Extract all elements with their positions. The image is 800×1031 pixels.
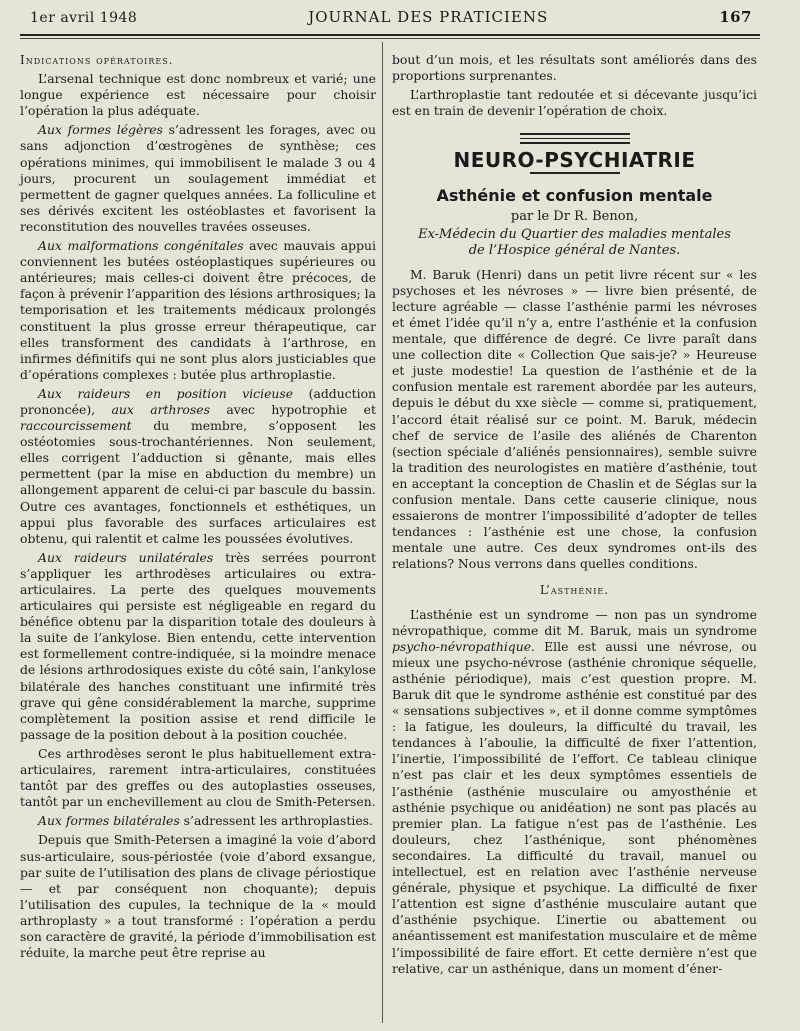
column-divider [382, 42, 383, 1023]
header-rule-thin [20, 38, 760, 39]
paragraph-body: très serrées pourront s’appliquer les arthrodèses articulaires ou extra-articulaires. La perte des quelques mouvements articulaires qui persiste est négligeable en regard du bénéfice obtenu par la disparition totale des douleurs à la suite de l’ankylose. Bien entendu, cette intervention est formellement contre-indiquée, si la moindre menace de lésions arthrodosiques existe du côté sain, l’ankylose bilatérale des hanches constituant une infirmité très grave qui gêne considérablement la marche, supprime complètement la position assise et rend difficile le passage de la position debout à la position couchée. [20, 549, 376, 742]
paragraph: L’arthroplastie tant redoutée et si décevante jusqu’ici est en train de devenir l’opération de choix. [392, 87, 757, 119]
header-date: 1er avril 1948 [30, 10, 138, 26]
paragraph-lead: raccourcissement [20, 418, 132, 434]
paragraph [20, 238, 376, 383]
paragraph-emphasis: psycho-névropathique [392, 638, 532, 654]
rubric-rule [530, 172, 620, 174]
paragraph [20, 550, 376, 743]
paragraph-lead: Aux formes bilatérales [38, 813, 180, 829]
page-number: 167 [719, 8, 752, 26]
journal-title: JOURNAL DES PRATICIENS [308, 8, 549, 26]
subsection-title: L’asthénie. [539, 583, 610, 598]
author-affiliation [392, 227, 757, 259]
paragraph-lead: aux arthroses [111, 401, 210, 417]
paragraph-body: s’adressent les forages, avec ou sans adjonction d’œstrogènes de synthèse; ces opérations minimes, qui immobilisent le malade 3 ou 4 jours, procurent un soulagement immédiat et permettent de gagner quelques années. La folliculine et ses dérivés excitent les ostéoblastes et favorisent la reconstitution des nouvelles travées osseuses. [20, 122, 376, 234]
paragraph-body: L’asthénie est un syndrome — non pas un syndrome névropathique, comme dit M. Baruk, mais un syndrome [392, 606, 757, 638]
paragraph-lead: Aux raideurs unilatérales [38, 549, 214, 565]
section-ornament [520, 133, 630, 144]
paragraph-body: . Elle est aussi une névrose, ou mieux une psycho-névrose (asthénie chronique séquelle, asthénie périodique), mais c’est question propre. M. Baruk dit que le syndrome asthénie est constitué par des « sensations subjectives », et il donne comme symptômes : la fatigue, les douleurs, la difficulté du travail, les tendances à l’aboulie, la difficulté de fixer l’attention, l’inertie, l’impossibilité de l’effort. Ce tableau clinique n’est pas clair et les deux symptômes essentiels de l’asthénie (asthénie musculaire ou amyosthénie et asthénie psychique ou anidéation) ne sont pas placés au premier plan. La fatigue n’est pas de l’asthénie. Les douleurs, chez l’asthénique, sont phénomènes secondaires. La difficulté du travail, manuel ou intellectuel, est en relation avec l’asthénie nerveuse générale, physique et psychique. La difficulté de fixer l’attention est signe d’asthénie musculaire autant que d’asthénie psychique. L’inertie ou abattement ou anéantissement est manifestation musculaire et de même l’impossibilité de faire effort. Et cette dernière n’est que relative, car un asthénique, dans un moment d’éner- [392, 638, 757, 976]
paragraph [20, 813, 376, 829]
paragraph [20, 386, 376, 547]
paragraph-lead: Aux formes légères [38, 122, 163, 138]
paragraph-lead: Aux raideurs en position vicieuse [38, 385, 294, 401]
paragraph: bout d’un mois, et les résultats sont améliorés dans des proportions surprenantes. [392, 52, 757, 84]
affiliation-line: de l’Hospice général de Nantes. [468, 242, 681, 258]
rubric-heading: NEURO-PSYCHIATRIE [453, 148, 696, 173]
paragraph-body: (adduction prononcée), [20, 385, 377, 417]
right-column [392, 52, 757, 980]
paragraph: M. Baruk (Henri) dans un petit livre récent sur « les psychoses et les névroses » — livre bien présenté, de lecture agréable — classe l’asthénie parmi les névroses et émet l’idée qu’il n’y a, entre l’asthénie et la confusion mentale, que différence de degré. Ce livre paraît dans une collection dite « Collection Que sais-je? » Heureuse et juste modestie! La question de l’asthénie et de la confusion mentale est rarement abordée par les auteurs, depuis le début du xxe siècle — comme si, pratiquement, l’accord était réalisé sur ce point. M. Baruk, médecin chef de service de l’asile des aliénés de Charenton (section spéciale d’aliénés pensionnaires), semble suivre la tradition des neurologistes en matière d’asthénie, tout en acceptant la conception de Chaslin et de Séglas sur la confusion mentale. Dans cette causerie clinique, nous essaierons de montrer l’impossibilité d’adopter de telles tendances : l’asthénie est une chose, la confusion mentale une autre. Ces deux syndromes ont-ils des relations? Nous verrons dans quelles conditions. [392, 266, 757, 572]
paragraph-body: du membre, s’opposent les ostéotomies sous-trochantériennes. Non seulement, elles corrigent l’adduction si gênante, mais elles permettent (par la mise en abduction du membre) un allongement apparent de celui-ci par bascule du bassin. Outre ces avantages, fonctionnels et esthétiques, un appui plus favorable des surfaces articulaires est obtenu, qui ralentit et calme les poussées évolutives. [20, 418, 376, 546]
paragraph-lead: Aux malformations congénitales [38, 238, 244, 254]
paragraph [20, 122, 376, 235]
header-rule [20, 34, 760, 36]
article-title: Asthénie et confusion mentale [436, 186, 713, 206]
paragraph-body: avec mauvais appui conviennent les butées ostéoplastiques supérieures ou antérieures; mais celles-ci doivent être précoces, de façon à prévenir l’apparition des lésions arthrosiques; la temporisation et les traitements médicaux prolongés constituent la plus grosse erreur thérapeutique, car elles transforment des candidats à l’arthrose, en infirmes définitifs qui ne sont plus alors justiciables que d’opérations complexes : butée plus arthroplastie. [20, 238, 376, 382]
section-title: Indications opératoires. [20, 53, 174, 67]
article-byline: par le Dr R. Benon, [510, 208, 639, 224]
running-header [30, 8, 752, 32]
affiliation-line: Ex-Médecin du Quartier des maladies mentales [418, 226, 731, 242]
left-column [20, 52, 376, 964]
paragraph: L’arsenal technique est donc nombreux et varié; une longue expérience est nécessaire pour choisir l’opération la plus adéquate. [20, 71, 376, 119]
paragraph-body: s’adressent les arthroplasties. [179, 813, 373, 829]
paragraph-body: avec hypotrophie et [209, 401, 376, 417]
paragraph [392, 607, 757, 977]
paragraph: Depuis que Smith-Petersen a imaginé la voie d’abord sus-articulaire, sous-périostée (voie d’abord exsangue, par suite de l’utilisation des plans de clivage périostique — et par conséquent non choquante); depuis l’utilisation des cupules, la technique de la « mould arthroplasty » a tout transformé : l’opération a perdu son caractère de gravité, la période d’immobilisation est réduite, la marche peut être reprise au [20, 832, 376, 961]
paragraph: Ces arthrodèses seront le plus habituellement extra-articulaires, rarement intra-articulaires, constituées tantôt par des greffes ou des autoplasties osseuses, tantôt par un enchevillement au clou de Smith-Petersen. [20, 745, 376, 810]
